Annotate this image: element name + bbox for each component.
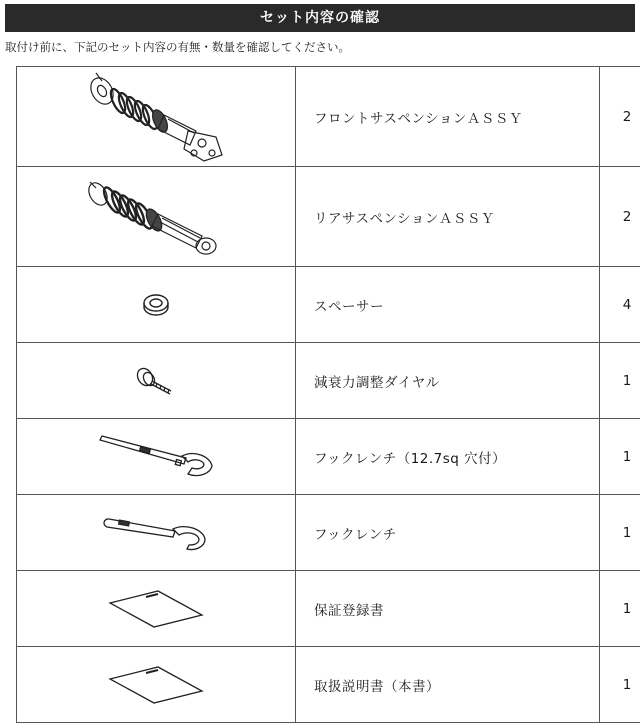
- table-row: [17, 67, 640, 167]
- parts-table: [16, 66, 640, 723]
- manual-icon: [106, 665, 206, 705]
- item-image-cell: [17, 343, 296, 419]
- hook-wrench-with-hole-icon: [96, 434, 216, 480]
- damping-dial-icon: [131, 363, 181, 399]
- item-name: 取扱説明書（本書）: [296, 647, 600, 723]
- spacer-icon: [136, 290, 176, 320]
- table-row: [17, 419, 640, 495]
- page-title: セット内容の確認: [5, 4, 635, 32]
- item-name: フックレンチ（12.7sq 穴付）: [296, 419, 600, 495]
- item-image-cell: [17, 495, 296, 571]
- item-image-cell: [17, 571, 296, 647]
- item-image-cell: [17, 419, 296, 495]
- item-qty: 1: [600, 419, 640, 495]
- item-image-cell: [17, 647, 296, 723]
- item-qty: 2: [600, 167, 640, 267]
- item-name: フロントサスペンションＡＳＳＹ: [296, 67, 600, 167]
- item-qty: 4: [600, 267, 640, 343]
- warranty-card-icon: [106, 589, 206, 629]
- rear-suspension-icon: [76, 172, 236, 262]
- item-qty: 2: [600, 67, 640, 167]
- table-row: [17, 571, 640, 647]
- item-qty: 1: [600, 495, 640, 571]
- item-image-cell: [17, 67, 296, 167]
- item-name: スペーサー: [296, 267, 600, 343]
- item-name: リアサスペンションＡＳＳＹ: [296, 167, 600, 267]
- item-image-cell: [17, 167, 296, 267]
- item-qty: 1: [600, 571, 640, 647]
- item-name: 保証登録書: [296, 571, 600, 647]
- table-row: [17, 267, 640, 343]
- table-row: [17, 495, 640, 571]
- instruction-text: 取付け前に、下記のセット内容の有無・数量を確認してください。: [5, 40, 350, 54]
- table-row: [17, 647, 640, 723]
- table-row: [17, 343, 640, 419]
- item-name: フックレンチ: [296, 495, 600, 571]
- item-qty: 1: [600, 343, 640, 419]
- table-row: [17, 167, 640, 267]
- hook-wrench-icon: [101, 513, 211, 553]
- item-qty: 1: [600, 647, 640, 723]
- front-suspension-icon: [76, 69, 236, 165]
- item-name: 減衰力調整ダイヤル: [296, 343, 600, 419]
- item-image-cell: [17, 267, 296, 343]
